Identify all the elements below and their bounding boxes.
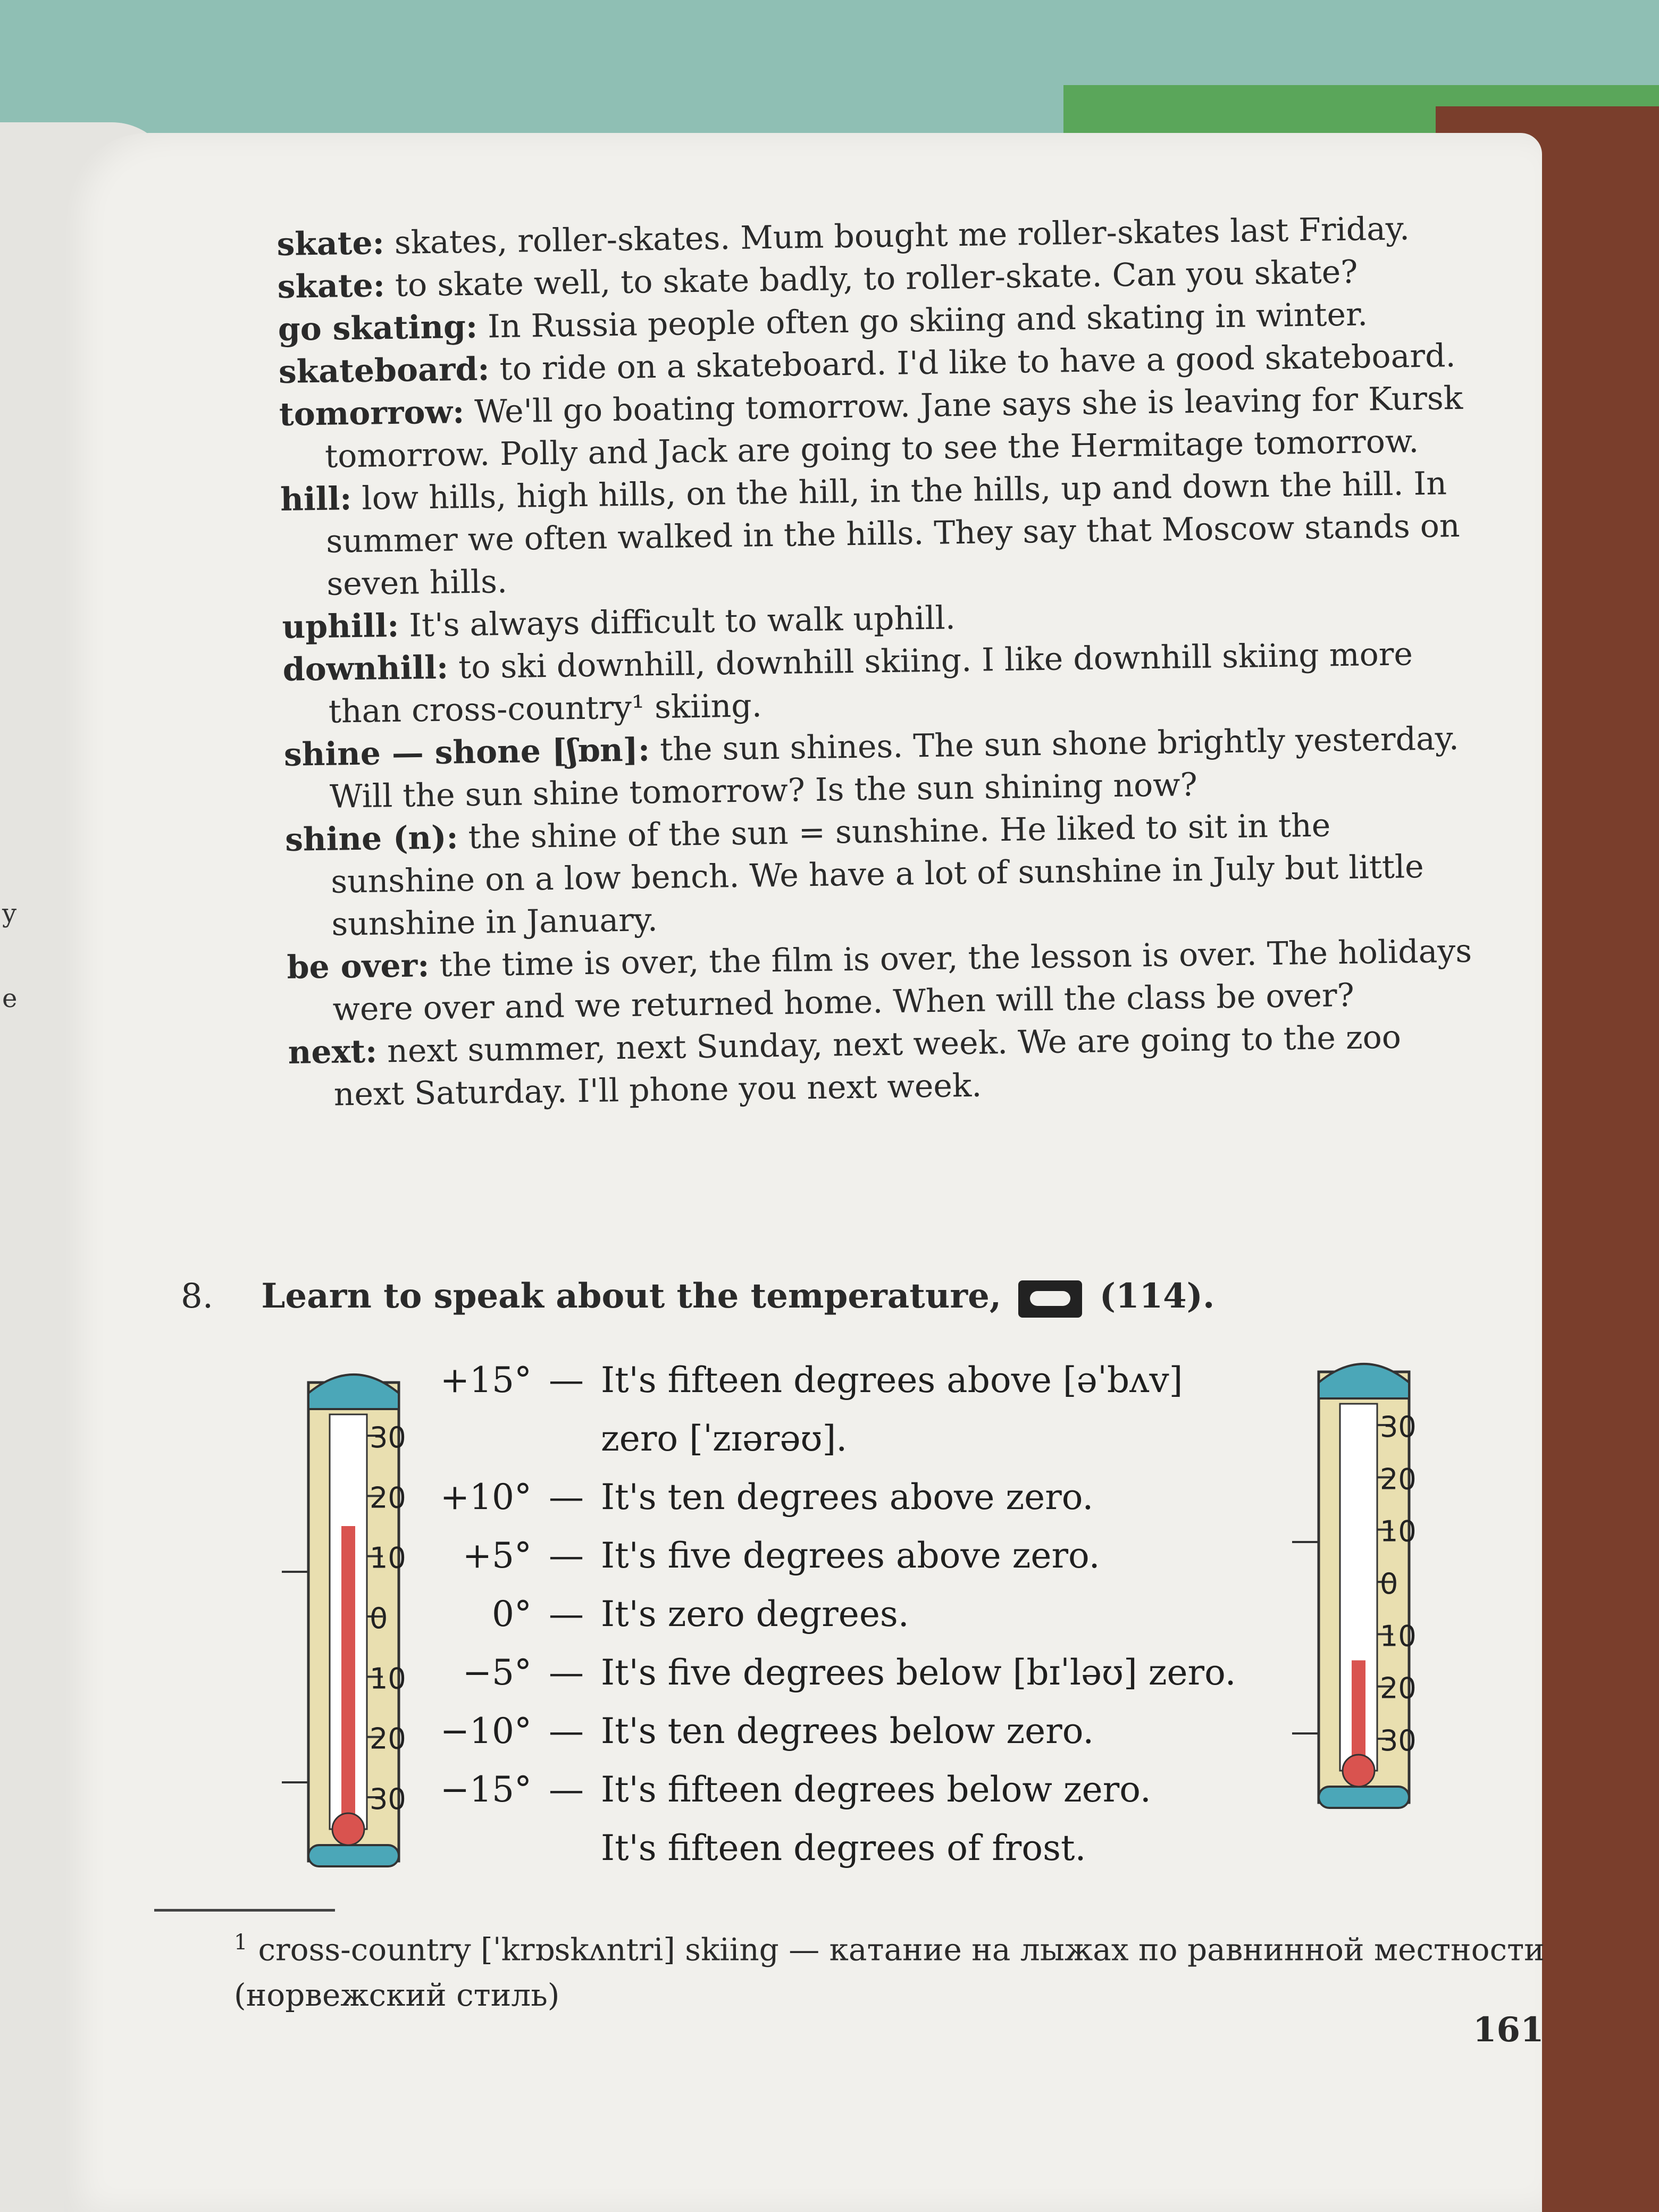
temperature-value: 0°	[492, 1593, 532, 1635]
scale-label: 20	[370, 1481, 406, 1515]
temperature-text: It's zero degrees.	[601, 1593, 909, 1635]
scale-label: 20	[1380, 1671, 1417, 1705]
footnote-rule	[154, 1909, 335, 1912]
vocabulary-entry	[282, 632, 1474, 734]
thermometer-top-cap	[1319, 1364, 1409, 1398]
thermometer-bulb	[332, 1813, 364, 1845]
mercury-column	[341, 1526, 355, 1829]
vocabulary-list	[276, 207, 1480, 1117]
thermometer-bottom-cap	[308, 1845, 399, 1866]
scale-label: 10	[1380, 1619, 1417, 1653]
temperature-value: −10°	[440, 1710, 532, 1752]
left-page-char: e	[2, 984, 18, 1013]
temperature-text: It's fifteen degrees below zero.	[601, 1769, 1151, 1810]
vocabulary-entry	[279, 377, 1471, 479]
footnote	[234, 1920, 1553, 2018]
entry-body: We'll go boating tomorrow. Jane says she is leaving for Kursk tomorrow. Polly and Jack are going to see the Hermitage tomorrow.	[324, 379, 1463, 475]
temperature-text: It's five degrees below [bɪˈləʊ] zero.	[601, 1652, 1236, 1693]
scale-label: 10	[370, 1662, 406, 1696]
thermometer-top-cap	[308, 1375, 399, 1409]
temperature-row	[436, 1702, 1292, 1760]
scale-label: 0	[1380, 1567, 1398, 1601]
temperature-text: It's fifteen degrees of frost.	[601, 1827, 1086, 1869]
entry-headword: shine — shone [ʃɒn]:	[283, 731, 650, 774]
temperature-value: +5°	[462, 1535, 532, 1576]
entry-body: to ski downhill, downhill skiing. I like downhill skiing more than cross-country¹ skiing.	[328, 635, 1413, 731]
entry-headword: skate:	[276, 224, 385, 263]
entry-body: to skate well, to skate badly, to roller-skate. Can you skate?	[384, 253, 1358, 305]
scale-label: 20	[1380, 1462, 1417, 1496]
entry-headword: skate:	[277, 267, 386, 306]
entry-body: In Russia people often go skiing and skating in winter.	[477, 296, 1368, 346]
entry-headword: hill:	[280, 480, 352, 518]
temperature-dash: —	[549, 1359, 584, 1401]
exercise-heading	[181, 1276, 1214, 1318]
scale-label: 30	[370, 1782, 406, 1816]
temperature-text: It's ten degrees above zero.	[601, 1476, 1094, 1518]
footnote-text: cross-country [ˈkrɒskʌntri] skiing — катание на лыжах по равнинной местности (норвежский стиль)	[234, 1931, 1545, 2014]
cassette-icon	[1018, 1280, 1082, 1318]
scale-label: 30	[370, 1421, 406, 1454]
entry-headword: be over:	[287, 947, 430, 986]
scale-label: 10	[1380, 1514, 1417, 1548]
temperature-text: It's fifteen degrees above [əˈbʌv]	[601, 1359, 1183, 1401]
temperature-value: +15°	[440, 1359, 532, 1401]
temperature-row	[436, 1526, 1292, 1585]
temperature-row	[436, 1409, 1292, 1468]
vocabulary-entry	[285, 802, 1478, 946]
thermometer-bottom-cap	[1319, 1787, 1409, 1808]
page-number: 161	[1473, 2010, 1544, 2050]
thermometer-left	[276, 1361, 425, 1888]
vocabulary-entry	[288, 1015, 1480, 1117]
scale-label: 0	[370, 1602, 388, 1635]
entry-body: the shine of the sun = sunshine. He liked to sit in the sunshine on a low bench. We have a lot of sunshine in July but little sunshine in January.	[330, 807, 1425, 943]
vocabulary-entry	[287, 930, 1479, 1032]
entry-body: to ride on a skateboard. I'd like to have a good skateboard.	[489, 337, 1456, 388]
entry-body: the sun shines. The sun shone brightly yesterday. Will the sun shine tomorrow? Is the sun shining now?	[329, 720, 1460, 816]
temperature-row	[436, 1760, 1292, 1819]
scale-label: 30	[1380, 1410, 1417, 1444]
temperature-dash: —	[549, 1769, 584, 1810]
vocabulary-entry	[283, 717, 1476, 819]
temperature-text: zero [ˈzɪərəʊ].	[601, 1418, 848, 1459]
exercise-number: 8.	[181, 1277, 214, 1316]
entry-body: low hills, high hills, on the hill, in the hills, up and down the hill. In summer we often walked in the hills. They say that Moscow stands on seven hills.	[325, 465, 1461, 603]
temperature-row	[436, 1585, 1292, 1643]
temperature-dash: —	[549, 1476, 584, 1518]
temperature-row	[436, 1351, 1292, 1409]
exercise-ref: (114).	[1099, 1276, 1215, 1316]
temperature-dash: —	[549, 1652, 584, 1693]
exercise-title: Learn to speak about the temperature,	[261, 1276, 1002, 1316]
entry-headword: uphill:	[282, 607, 399, 646]
entry-headword: go skating:	[278, 308, 478, 348]
entry-headword: skateboard:	[278, 350, 490, 391]
temperature-dash: —	[549, 1535, 584, 1576]
temperature-row	[436, 1468, 1292, 1526]
thermometer-bulb	[1343, 1755, 1375, 1787]
left-page-char: y	[2, 899, 17, 928]
temperature-dash: —	[549, 1710, 584, 1752]
footnote-mark: 1	[234, 1930, 248, 1955]
temperature-dash: —	[549, 1593, 584, 1635]
temperature-text: It's five degrees above zero.	[601, 1535, 1100, 1576]
entry-body: It's always difficult to walk uphill.	[398, 599, 956, 644]
temperature-value: −5°	[462, 1652, 532, 1693]
entry-body: the time is over, the film is over, the lesson is over. The holidays were over and we returned home. When will the class be over?	[332, 932, 1472, 1028]
temperature-value: −15°	[440, 1769, 532, 1810]
entry-body: skates, roller-skates. Mum bought me roller-skates last Friday.	[384, 210, 1410, 262]
entry-headword: downhill:	[282, 649, 449, 689]
temperature-row	[436, 1643, 1292, 1702]
scale-label: 10	[370, 1541, 406, 1575]
temperature-text: It's ten degrees below zero.	[601, 1710, 1094, 1752]
entry-headword: tomorrow:	[279, 393, 465, 433]
temperature-list	[436, 1351, 1292, 1877]
entry-body: next summer, next Sunday, next week. We are going to the zoo next Saturday. I'll phone you next week.	[333, 1018, 1402, 1113]
scale-label: 20	[370, 1722, 406, 1756]
scale-label: 30	[1380, 1724, 1417, 1757]
vocabulary-entry	[280, 462, 1473, 606]
temperature-value: +10°	[440, 1476, 532, 1518]
temperature-row	[436, 1819, 1292, 1877]
thermometer-right	[1287, 1351, 1436, 1829]
entry-headword: next:	[288, 1033, 378, 1071]
entry-headword: shine (n):	[284, 819, 459, 859]
